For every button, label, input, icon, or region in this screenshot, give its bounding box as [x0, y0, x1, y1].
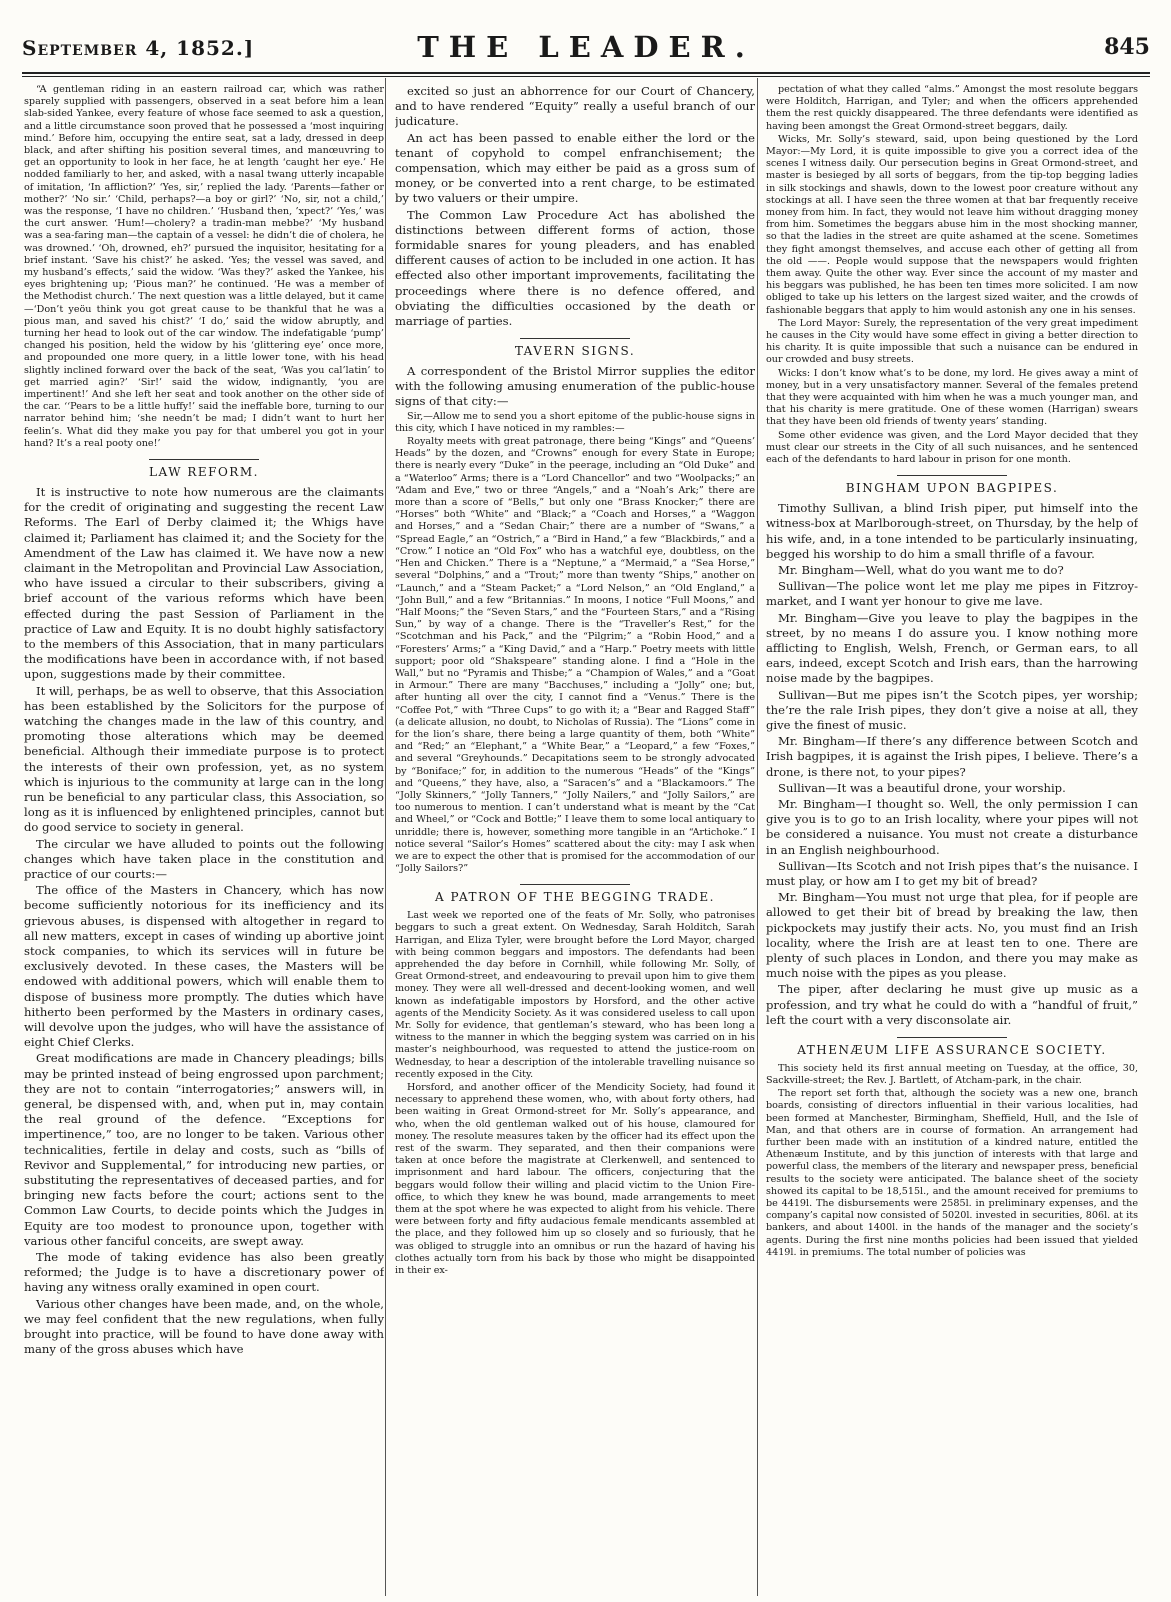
section-heading-tavern-signs: TAVERN SIGNS. [514, 344, 636, 359]
article-paragraph: A correspondent of the Bristol Mirror supplies the editor with the following amusing enumeration of the public-house signs of that city:— [395, 364, 755, 409]
article-paragraph: pectation of what they called “alms.” Amongst the most resolute beggars were Holditch, Harrigan, and Tyler; and when the officers apprehended them the rest quickly disappeared. The three defendants were identified as having been amongst the Great Ormond-street beggars, daily. [766, 84, 1138, 132]
article-paragraph: Horsford, and another officer of the Mendicity Society, had found it necessary to apprehend these women, who, with about forty others, had been waiting in Great Ormond-street for Mr. Solly’s appearance, and who, when the old gentleman walked out of his house, clamoured for money. The resolute measures taken by the officer had its effect upon the rest of the swarm. They separated, and then their companions were taken at once before the magistrate at Clerkenwell, and sentenced to imprisonment and hard labour. The officers, conjecturing that the beggars would follow their willing and placid victim to the Union Fire-office, to which they knew he was bound, made arrangements to meet them at the spot where he was expected to alight from his vehicle. There were between forty and fifty audacious female mendicants assembled at the place, and they followed him up so closely and so furiously, that he was obliged to struggle into an omnibus or run the hazard of having his clothes actually torn from his back by those who might be disappointed in their ex- [395, 1082, 755, 1277]
column-1 [24, 84, 384, 1594]
article-paragraph: Last week we reported one of the feats of Mr. Solly, who patronises beggars to such a great extent. On Wednesday, Sarah Holditch, Sarah Harrigan, and Eliza Tyler, were brought before the Lord Mayor, charged with being common beggars and impostors. The defendants had been apprehended the day before in Cornhill, while following Mr. Solly, of Great Ormond-street, and endeavouring to prevail upon him to give them money. They were all well-dressed and decent-looking women, and well known as indefatigable impostors by Horsford, and the other active agents of the Mendicity Society. As it was considered useless to call upon Mr. Solly for evidence, that gentleman’s steward, who has been long a witness to the manner in which the begging system was carried on in his master’s neighbourhood, was requested to attend the justice-room on Wednesday, to hear a description of the intolerable travelling nuisance so recently exposed in the City. [395, 910, 755, 1080]
article-paragraph: The mode of taking evidence has also been greatly reformed; the Judge is to have a discretionary power of having any witness orally examined in open court. [24, 1250, 384, 1295]
newspaper-title: THE LEADER. [417, 30, 755, 64]
section-separator [520, 338, 630, 339]
page-number: 845 [1104, 34, 1150, 60]
yankee-anecdote: “A gentleman riding in an eastern railroad car, which was rather sparely supplied with passengers, observed in a seat before him a lean slab-sided Yankee, every feature of whose face seemed to ask a question, and a little circumstance soon proved that he possessed a ‘most inquiring mind.’ Before him, occupying the entire seat, sat a lady, dressed in deep black, and after shifting his position several times, and manœuvring to get an opportunity to look in her face, he at length ‘caught her eye.’ He nodded familiarly to her, and asked, with a nasal twang utterly incapable of imitation, ‘In affliction?’ ‘Yes, sir,’ replied the lady. ‘Parents—father or mother?’ ‘No sir.’ ‘Child, perhaps?—a boy or girl?’ ‘No, sir, not a child,’ was the response, ‘I have no children.’ ‘Husband then, ’xpect?’ ‘Yes,’ was the curt answer. ‘Hum!—cholery? a tradin-man mebbe?’ ‘My husband was a sea-faring man—the captain of a vessel: he didn’t die of cholera, he was drowned.’ ‘Oh, drowned, eh?’ pursued the inquisitor, hesitating for a brief instant. ‘Save his chist?’ he asked. ‘Yes; the vessel was saved, and my husband’s effects,’ said the widow. ‘Was they?’ asked the Yankee, his eyes brightening up; ‘Pious man?’ he continued. ‘He was a member of the Methodist church.’ The next question was a little delayed, but it came—‘Don’t yeöu think you got great cause to be thankful that he was a pious man, and saved his chist?’ ‘I do,’ said the widow abruptly, and turning her head to look out of the car window. The indefatigable ‘pump’ changed his position, held the widow by his ‘glittering eye’ once more, and propounded one more query, in a little lower tone, with his head slightly inclined forward over the back of the seat, ‘Was you cal’latin’ to get married agin?’ ‘Sir!’ said the widow, indignantly, ‘you are impertinent!’ And she left her seat and took another on the other side of the car. ‘‘Pears to be a little huffy!’ said the ineffable bore, turning to our narrator behind him; ‘she needn’t be mad; I didn’t want to hurt her feelin’s. What did they make you pay for that umberel you got in your hand? It’s a real pooty one!’ [24, 84, 384, 449]
article-paragraph: Wicks: I don’t know what’s to be done, my lord. He gives away a mint of money, but in a very unsatisfactory manner. Several of the females pretend that they were acquainted with him when he was a much younger man, and that his charity is mere gratitude. One of these women (Harrigan) swears that they have been old friends of twenty years’ standing. [766, 367, 1138, 428]
article-paragraph: An act has been passed to enable either the lord or the tenant of copyhold to compel enfranchisement; the compensation, which may either be paid as a gross sum of money, or be converted into a rent charge, to be estimated by two valuers or their umpire. [395, 130, 755, 206]
article-paragraph: Mr. Bingham—If there’s any difference between Scotch and Irish bagpipes, it is against the Irish pipes, I believe. There’s a drone, is there not, to your pipes? [766, 734, 1138, 779]
article-paragraph: Mr. Bingham—Well, what do you want me to do? [778, 562, 1064, 577]
article-paragraph: excited so just an abhorrence for our Court of Chancery, and to have rendered “Equity” really a useful branch of our judicature. [395, 84, 755, 129]
section-separator [149, 459, 259, 460]
section-heading-athenaeum: ATHENÆUM LIFE ASSURANCE SOCIETY. [797, 1043, 1107, 1057]
section-heading-begging-trade: A PATRON OF THE BEGGING TRADE. [435, 890, 715, 905]
article-paragraph: The office of the Masters in Chancery, which has now become sufficiently notorious for its inefficiency and its grievous abuses, is dispensed with altogether in regard to all new matters, except in cases of winding up abortive joint stock companies, to which its services will in future be exclusively devoted. In these cases, the Masters will be endowed with additional powers, which will enable them to dispose of business more promptly. The duties which have hitherto been performed by the Masters in ordinary cases, will devolve upon the judges, who will have the assistance of eight Chief Clerks. [24, 883, 384, 1050]
article-paragraph: Sullivan—The police wont let me play me pipes in Fitzroy-market, and I want yer honour to give me lave. [766, 579, 1138, 609]
letter-paragraph: Sir,—Allow me to send you a short epitome of the public-house signs in this city, which I have noticed in my rambles:— [395, 410, 755, 434]
letter-paragraph: Royalty meets with great patronage, there being “Kings” and “Queens’ Heads” by the dozen, and “Crowns” enough for every State in Europe; there is nearly every “Duke” in the peerage, including an “Old Duke” and a “Waterloo” Arms; there is a “Lord Chancellor” and two “Woolpacks;” an “Adam and Eve,” two or three “Angels,” and a “Noah’s Ark;” there are more than a score of “Bells,” but only one “Brass Knocker;” there are “Horses” both “White” and “Black;” a “Coach and Horses,” a “Waggon and Horses,” and a “Sedan Chair;” there are a number of “Swans,” a “Spread Eagle,” an “Ostrich,” a “Bird in Hand,” a few “Blackbirds,” and a “Crow.” I notice an “Old Fox” who has a watchful eye, doubtless, on the “Hen and Chicken.” There is a “Neptune,” a “Mermaid,” a “Sea Horse,” several “Dolphins,” and a “Trout;” more than twenty “Ships,” another on “Launch,” and a “Steam Packet;” a “Lord Nelson,” an “Old England,” a “John Bull,” and a few “Britannias.” In moons, I notice “Full Moons,” and “Half Moons;” the “Seven Stars,” and the “Fourteen Stars,” and a “Rising Sun,” by way of a change. There is the “Traveller’s Rest,” for the “Scotchman and his Pack,” and the “Pilgrim;” a “Robin Hood,” and a “Foresters’ Arms;” a “King David,” and a “Harp.” Poetry meets with little support; poor old “Shakspeare” standing alone. I find a “Hole in the Wall,” but no “Pyramis and Thisbe;” a “Champion of Wales,” and a “Goat in Armour.” There are many “Bacchuses,” including a “Jolly” one; but, after hunting all over the city, I cannot find a “Venus.” There is the “Coffee Pot,” with “Three Cups” to go with it; a “Bear and Ragged Staff” (a delicate allusion, no doubt, to Nicholas of Russia). The “Lions” come in for the lion’s share, there being a large quantity of them, both “White” and “Red;” an “Elephant,” a “White Bear,” a “Leopard,” a few “Foxes,” and several “Greyhounds.” Decapitations seem to be strongly advocated by “Boniface;” for, in addition to the numerous “Heads” of the “Kings” and “Queens,” they have, also, a “Saracen’s” and a “Blackamoors.” The “Jolly Skinners,” “Jolly Tanners,” “Jolly Nailers,” and “Jolly Sailors,” are too numerous to mention. I can’t understand what is meant by the “Cat and Wheel,” or “Cock and Bottle;” I leave them to some local antiquary to unriddle; there is, however, something more tangible in an “Artichoke.” I notice several “Sailor’s Homes” scattered about the city: may I ask when we are to expect the other that is promised for the accommodation of our “Jolly Sailors?” [395, 436, 755, 875]
article-paragraph: The Lord Mayor: Surely, the representation of the very great impediment he causes in the City would have some effect in giving a better direction to his charity. It is quite impossible that such a nuisance can be endured in our crowded and busy streets. [766, 317, 1138, 366]
section-heading-law-reform: LAW REFORM. [149, 465, 259, 480]
section-separator [897, 475, 1007, 476]
article-paragraph: Wicks, Mr. Solly’s steward, said, upon being questioned by the Lord Mayor:—My Lord, it is quite impossible to give you a correct idea of the scenes I witness daily. Our persecution begins in Great Ormond-street, and master is besieged by all sorts of beggars, from the tip-top begging ladies in silk stockings and shawls, down to the lowest poor creature without any stockings at all. I have seen the three women at that bar frequently receive money from him. In fact, they would not leave him without dragging money from him. Sometimes the beggars abuse him in the most shocking manner, so that the ladies in the street are quite ashamed at the scene. Sometimes they fight amongst themselves, and accuse each other of getting all from the old ——. People would suppose that the newspapers would frighten them away. Quite the other way. Ever since the account of my master and his beggars was published, he has been ten times more solicited. I am now obliged to take up his letters on the largest sized waiter, and the crowds of fashionable beggars that apply to him would astonish any one in his senses. [766, 133, 1138, 316]
article-paragraph: It will, perhaps, be as well to observe, that this Association has been established by the Solicitors for the purpose of watching the changes made in the law of this country, and promoting those alterations which may be deemed beneficial. Although their immediate purpose is to protect the interests of their own profession, yet, as no system which is injurious to the community at large can in the long run be beneficial to any particular class, this Association, so long as it is influenced by enlightened principles, cannot but do good service to society in general. [24, 683, 384, 835]
section-separator [520, 884, 630, 885]
article-paragraph: Sullivan—Its Scotch and not Irish pipes that’s the nuisance. I must play, or how am I to get my bit of bread? [766, 858, 1138, 888]
article-paragraph: Timothy Sullivan, a blind Irish piper, put himself into the witness-box at Marlborough-street, on Thursday, by the help of his wife, and, in a tone intended to be particularly insinuating, begged his worship to do him a small thrifle of a favour. [766, 501, 1138, 561]
issue-date: September 4, 1852.] [22, 36, 255, 60]
article-paragraph: Sullivan—But me pipes isn’t the Scotch pipes, yer worship; the’re the rale Irish pipes, they don’t give a noise at all, they give the finest of music. [766, 687, 1138, 732]
column-divider [385, 78, 386, 1596]
column-3 [766, 84, 1138, 1594]
masthead-rule-thin [22, 76, 1150, 77]
article-paragraph: Some other evidence was given, and the Lord Mayor decided that they must clear our streets in the City of all such nuisances, and he sentenced each of the defendants to hard labour in prison for one month. [766, 429, 1138, 466]
masthead-rule [22, 72, 1150, 74]
article-paragraph: Mr. Bingham—You must not urge that plea, for if people are allowed to get their bit of bread by breaking the law, then pickpockets may justify their acts. No, you must find an Irish locality, where the Irish are at least ten to one. There are plenty of such places in London, and there you may make as much noise with the pipes as you please. [766, 890, 1138, 981]
article-paragraph: Sullivan—It was a beautiful drone, your worship. [778, 780, 1066, 795]
column-2 [395, 84, 755, 1594]
column-divider [757, 78, 758, 1596]
article-paragraph: The report set forth that, although the society was a new one, branch boards, consisting of directors influential in their various localities, had been formed at Manchester, Birmingham, Sheffield, Hull, and the Isle of Man, and that others are in course of formation. An arrangement had further been made with an institution of a kindred nature, entitled the Athenæum Institute, and by this junction of interests with that large and powerful class, the members of the literary and newspaper press, beneficial results to the society were anticipated. The balance sheet of the society showed its capital to be 18,515l., and the amount received for premiums to be 4419l. The disbursements were 2585l. in preliminary expenses, and the company’s capital now consisted of 5020l. invested in securities, 806l. at its bankers, and about 1400l. in the hands of the manager and the society’s agents. During the first nine months policies had been issued that yielded 4419l. in premiums. The total number of policies was [766, 1088, 1138, 1258]
article-paragraph: Mr. Bingham—I thought so. Well, the only permission I can give you is to go to an Irish locality, where your pipes will not be considered a nuisance. You must not create a disturbance in an English neighbourhood. [766, 796, 1138, 857]
article-paragraph: This society held its first annual meeting on Tuesday, at the office, 30, Sackville-street; the Rev. J. Bartlett, of Atcham-park, in the chair. [766, 1062, 1138, 1086]
article-paragraph: Mr. Bingham—Give you leave to play the bagpipes in the street, by no means I do assure you. I know nothing more afflicting to English, Welsh, French, or German ears, to all ears, indeed, except Scotch and Irish ears, than the harrowing noise made by the bagpipes. [766, 610, 1138, 686]
masthead [22, 30, 1150, 70]
section-heading-bagpipes: BINGHAM UPON BAGPIPES. [845, 481, 1059, 496]
article-paragraph: Great modifications are made in Chancery pleadings; bills may be printed instead of being engrossed upon parchment; they are not to contain “interrogatories;” answers will, in general, be dispensed with, and, when put in, may contain the real ground of the defence. “Exceptions for impertinence,” too, are no longer to be taken. Various other technicalities, fertile in delay and costs, such as “bills of Revivor and Supplemental,” for introducing new parties, or substituting the representatives of deceased parties, and for bringing new facts before the court; actions sent to the Common Law Courts, to decide points which the Judges in Equity are too modest to pronounce upon, together with various other fanciful conceits, are swept away. [24, 1051, 384, 1248]
article-paragraph: Various other changes have been made, and, on the whole, we may feel confident that the new regulations, when fully brought into practice, will be found to have done away with many of the gross abuses which have [24, 1296, 384, 1357]
article-paragraph: The circular we have alluded to points out the following changes which have taken place in the constitution and practice of our courts:— [24, 836, 384, 881]
article-paragraph: The Common Law Procedure Act has abolished the distinctions between different forms of action, those formidable snares for young pleaders, and has enabled different causes of action to be included in one action. It has effected also other important improvements, facilitating the proceedings where there is no defence offered, and obviating the difficulties occasioned by the death or marriage of parties. [395, 207, 755, 329]
article-paragraph: The piper, after declaring he must give up music as a profession, and try what he could do with a “handful of fruit,” left the court with a very disconsolate air. [766, 982, 1138, 1027]
section-separator [897, 1037, 1007, 1038]
article-paragraph: It is instructive to note how numerous are the claimants for the credit of originating and suggesting the recent Law Reforms. The Earl of Derby claimed it; the Whigs have claimed it; Parliament has claimed it; and the Society for the Amendment of the Law has claimed it. We have now a new claimant in the Metropolitan and Provincial Law Association, who have issued a circular to their subscribers, giving a brief account of the various reforms which have been effected during the past Session of Parliament in the practice of Law and Equity. It is no doubt highly satisfactory to the members of this Association, that in many particulars the modifications have been in accordance with, if not based upon, suggestions made by their committee. [24, 484, 384, 682]
